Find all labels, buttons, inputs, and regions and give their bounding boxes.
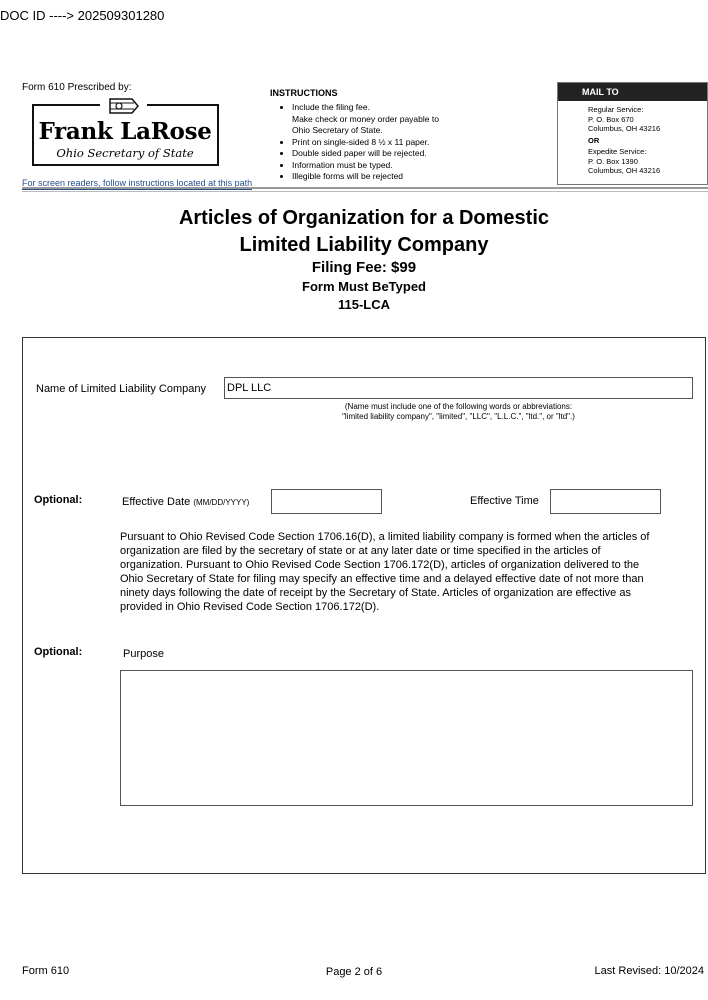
ohio-flag-icon — [108, 96, 140, 116]
optional-label: Optional: — [34, 494, 83, 506]
mail-to-title: MAIL TO — [558, 83, 707, 101]
llc-name-note — [224, 402, 693, 422]
purpose-label: Purpose — [123, 648, 164, 660]
page-title — [0, 205, 708, 259]
expedite-service-label: Expedite Service: — [588, 147, 647, 156]
doc-id: DOC ID ----> 202509301280 — [0, 8, 165, 23]
effective-time-label: Effective Time — [470, 495, 539, 507]
effective-date-label — [122, 496, 249, 508]
effective-time-input[interactable] — [550, 489, 661, 514]
or-label: OR — [588, 135, 600, 145]
screen-reader-link[interactable]: For screen readers, follow instructions located at this path — [22, 178, 253, 188]
mail-to-panel — [557, 82, 708, 185]
effective-date-format: (MM/DD/YYYY) — [193, 498, 250, 507]
expedite-service-box: P. O. Box 1390 — [588, 156, 638, 166]
footer-form-number: Form 610 — [22, 965, 70, 977]
filing-fee: Filing Fee: $99 — [311, 259, 417, 276]
logo-subtitle: Ohio Secretary of State — [56, 146, 194, 160]
page-title-line1: Articles of Organization for a Domestic — [178, 207, 550, 229]
instructions-title: INSTRUCTIONS — [270, 88, 338, 98]
instruction-item: • Double sided paper will be rejected. — [292, 148, 550, 160]
regular-service-box: P. O. Box 670 — [588, 114, 634, 124]
purpose-textarea[interactable] — [120, 670, 693, 806]
regular-service-city: Columbus, OH 43216 — [588, 124, 661, 133]
logo-name: Frank LaRose — [38, 118, 212, 145]
page-title-line2: Limited Liability Company — [239, 234, 489, 256]
instruction-item: • Information must be typed. — [292, 160, 550, 172]
regular-service-label: Regular Service: — [588, 105, 644, 114]
must-type-notice: Form Must BeTyped — [302, 279, 426, 294]
instruction-item: Make check or money order payable to — [292, 113, 439, 124]
logo-frame-top-left — [32, 104, 100, 106]
expedite-service-city: Columbus, OH 43216 — [588, 166, 661, 175]
instruction-item: • Print on single-sided 8 ½ x 11 paper. — [292, 137, 550, 149]
llc-name-input[interactable]: DPL LLC — [224, 377, 693, 399]
footer-page-number: Page 2 of 6 — [325, 966, 383, 978]
effective-date-label-text: Effective Date — [122, 496, 191, 508]
instructions-list — [270, 102, 550, 183]
form-prescribed-label: Form 610 Prescribed by: — [22, 82, 132, 93]
effective-date-explanation: Pursuant to Ohio Revised Code Section 1706.16(D), a limited liability company is formed when the articles of organization are filed by the secretary of state or at any later date or time specified in the articles of organization. Pursuant to Ohio Revised Code Section 1706.172(D), articles of organization delivered to the Ohio Secretary of State for filing may specify an effective time and a delayed effective date of not more than ninety days following the date of receipt by the Secretary of State. Articles of organization are effective as provided in Ohio Revised Code Section 1706.172(D). — [120, 531, 650, 613]
instruction-item: • Include the filing fee. — [292, 102, 550, 114]
optional-label: Optional: — [34, 646, 83, 658]
llc-name-label: Name of Limited Liability Company — [36, 383, 206, 395]
instruction-item: • Illegible forms will be rejected — [292, 171, 550, 183]
header-divider — [22, 187, 708, 189]
logo-frame-top-right — [147, 104, 217, 106]
llc-name-note-line2: "limited liability company", "limited", "LLC", "L.L.C.", "ltd.", or "ltd".) — [342, 412, 575, 421]
effective-date-input[interactable] — [271, 489, 382, 514]
instruction-item: Ohio Secretary of State. — [292, 125, 383, 135]
instructions-panel — [270, 88, 550, 183]
header-divider-thin — [22, 191, 708, 192]
footer-last-revised: Last Revised: 10/2024 — [594, 965, 704, 977]
llc-name-note-line1: (Name must include one of the following words or abbreviations: — [344, 402, 573, 411]
form-code: 115-LCA — [337, 297, 391, 312]
